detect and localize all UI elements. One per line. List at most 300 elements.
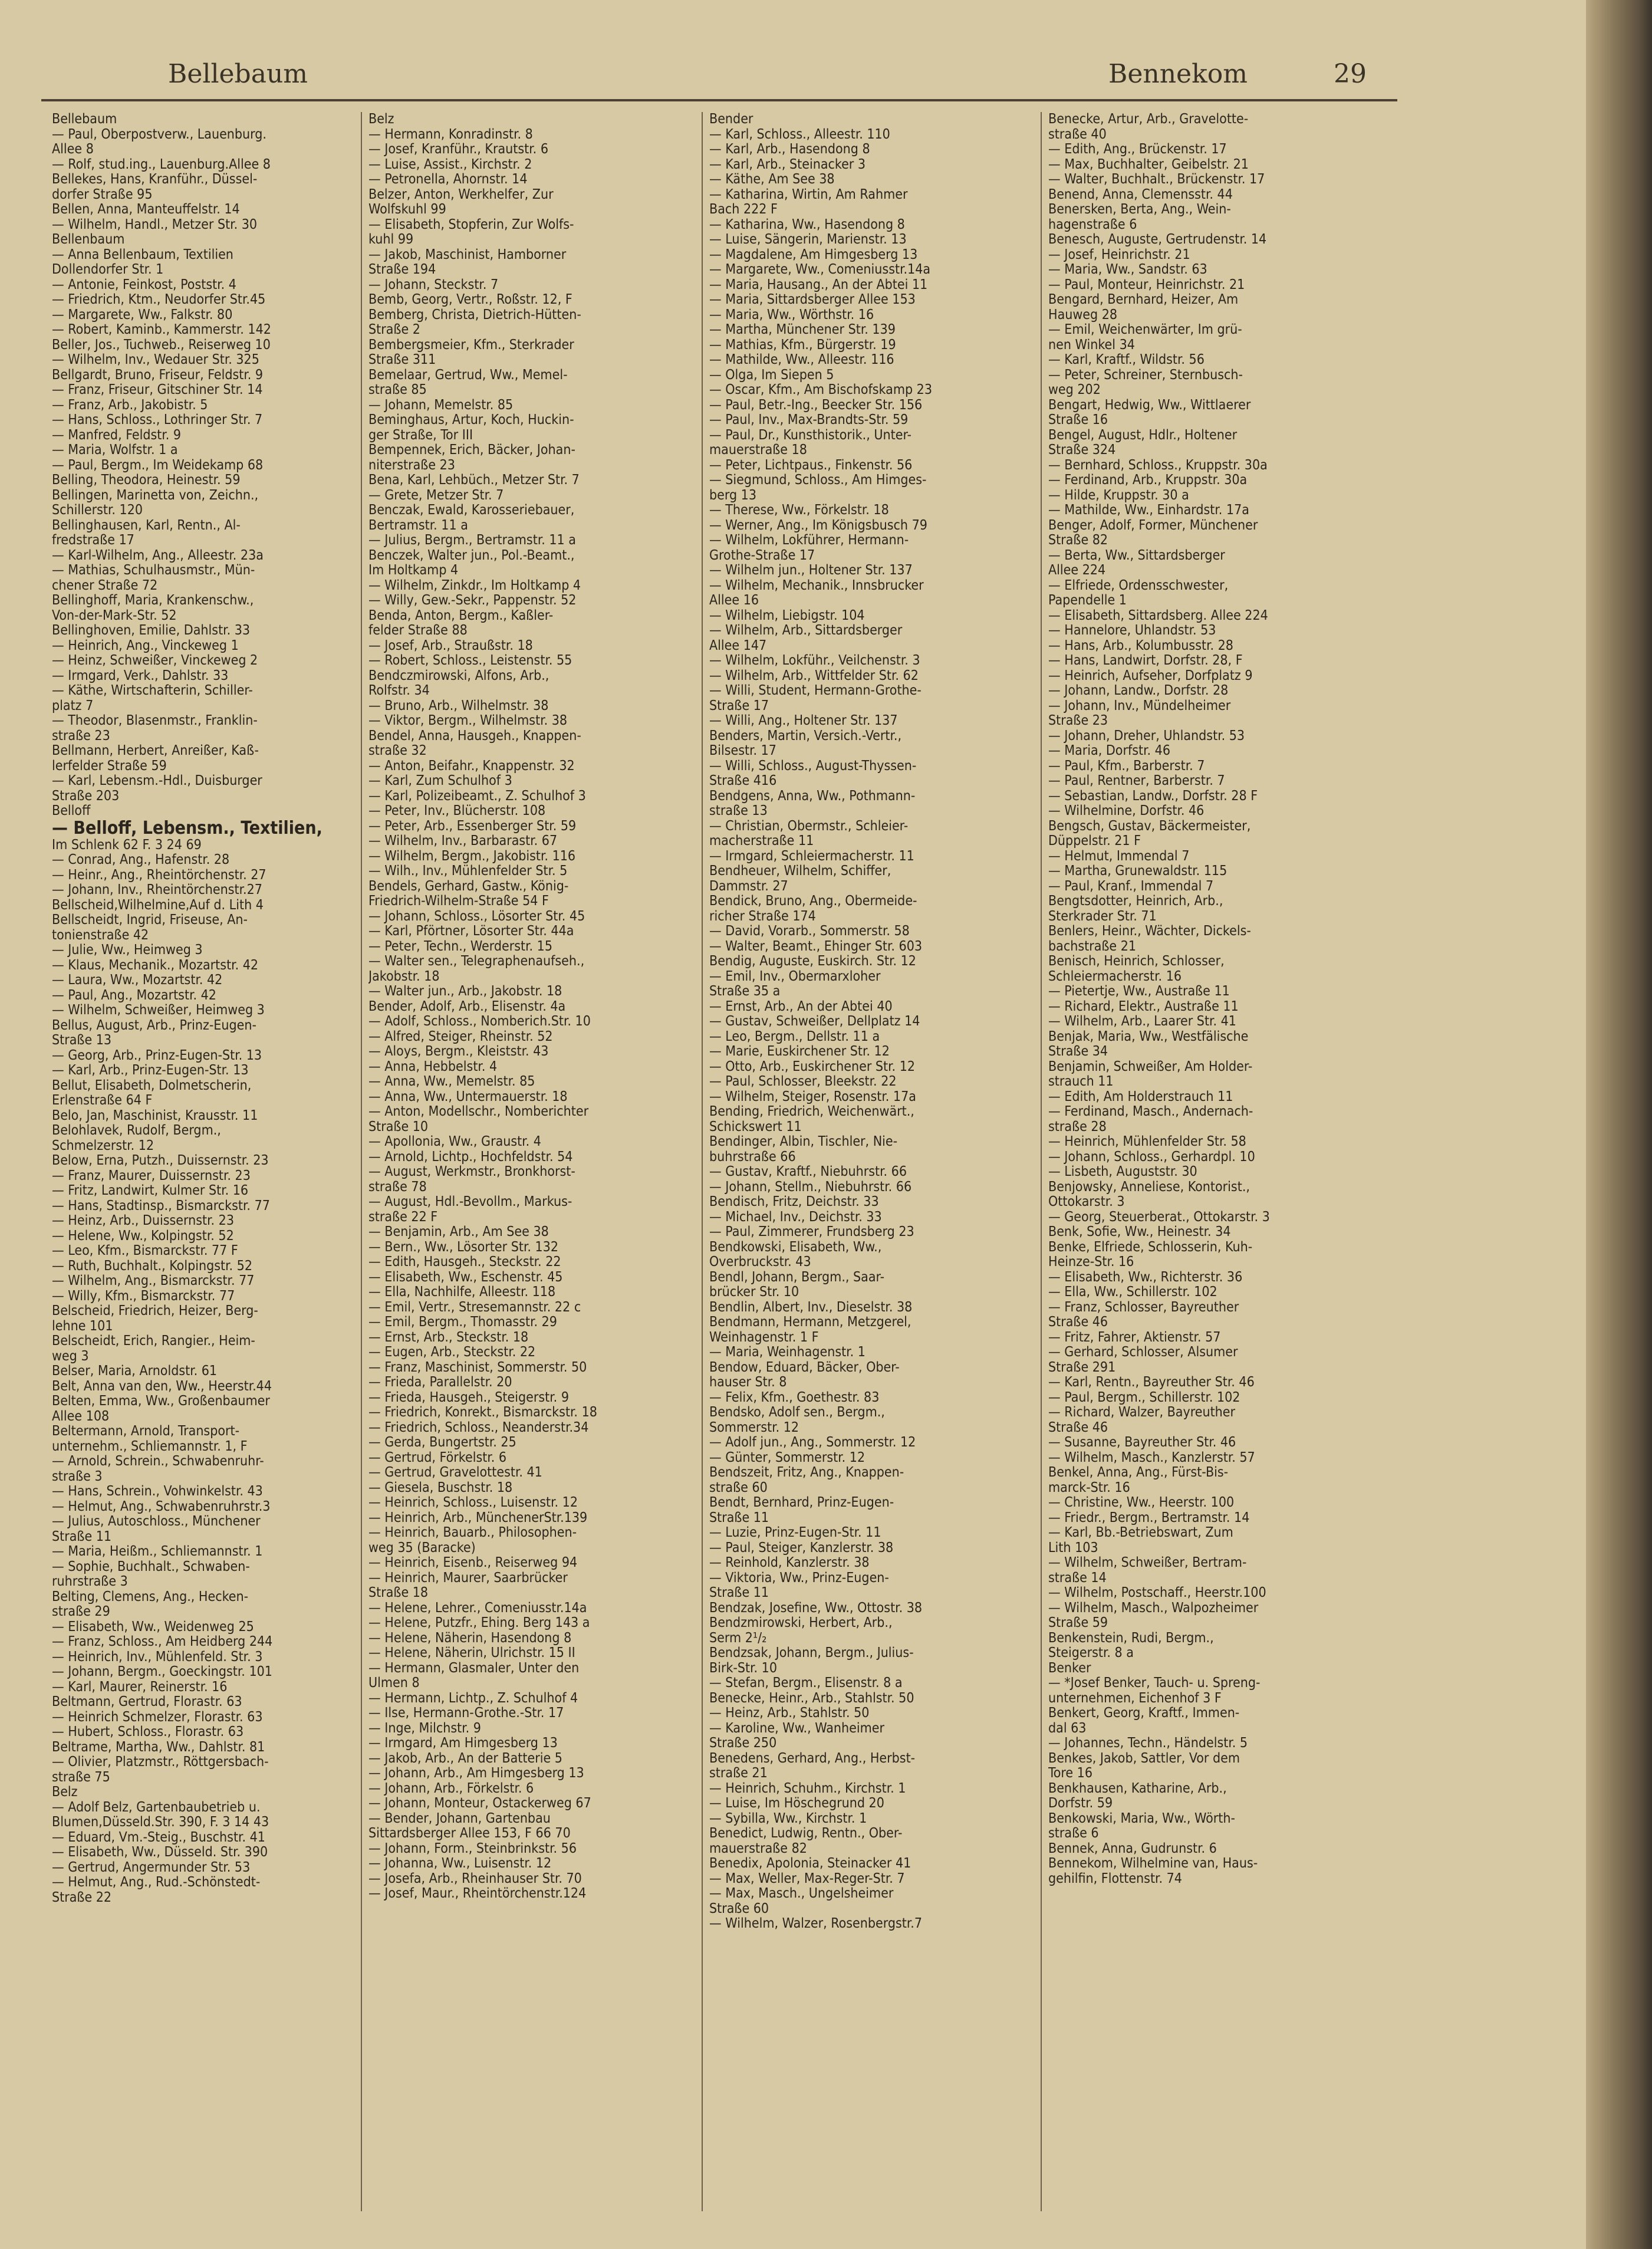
directory-line: — Walter, Buchhalt., Brückenstr. 17 xyxy=(1048,172,1265,187)
directory-line: Benker xyxy=(1048,1661,1091,1676)
directory-line: Straße 2 xyxy=(368,323,420,337)
directory-line: Bellinghausen, Karl, Rentn., Al- xyxy=(52,518,241,533)
directory-line: — Gertrud, Gravelottestr. 41 xyxy=(368,1465,542,1480)
directory-line: Benkenstein, Rudi, Bergm., xyxy=(1048,1630,1214,1646)
directory-line: — Fritz, Fahrer, Aktienstr. 57 xyxy=(1048,1330,1221,1345)
directory-line: — Gustav, Kraftf., Niebuhrstr. 66 xyxy=(709,1165,907,1179)
directory-line: — Edith, Ang., Brückenstr. 17 xyxy=(1048,142,1227,157)
column-1 xyxy=(52,112,379,2211)
directory-line: — Helene, Ww., Kolpingstr. 52 xyxy=(52,1228,234,1244)
column-3 xyxy=(709,112,1036,2211)
directory-line: — Elisabeth, Sittardsberg. Allee 224 xyxy=(1048,608,1268,623)
directory-line: — Julius, Bergm., Bertramstr. 11 a xyxy=(368,533,576,548)
directory-line: — Paul, Ang., Mozartstr. 42 xyxy=(52,988,216,1003)
directory-line: Bendt, Bernhard, Prinz-Eugen- xyxy=(709,1495,894,1510)
directory-line: Bendisch, Fritz, Deichstr. 33 xyxy=(709,1195,879,1209)
directory-line: — Karl-Wilhelm, Ang., Alleestr. 23a xyxy=(52,548,264,563)
directory-line: — Luzie, Prinz-Eugen-Str. 11 xyxy=(709,1525,881,1540)
directory-line: mauerstraße 82 xyxy=(709,1841,807,1856)
directory-line: — Wilhelm, Zinkdr., Im Holtkamp 4 xyxy=(368,578,581,593)
directory-line: — Maria, Sittardsberger Allee 153 xyxy=(709,292,916,307)
directory-line: — Karl, Arb., Hasendong 8 xyxy=(709,142,870,157)
directory-line: Bena, Karl, Lehbüch., Metzer Str. 7 xyxy=(368,473,580,488)
directory-line: Benkel, Anna, Ang., Fürst-Bis- xyxy=(1048,1465,1229,1480)
directory-line: — Lisbeth, Auguststr. 30 xyxy=(1048,1165,1197,1179)
directory-line: Allee 108 xyxy=(52,1409,110,1424)
directory-line: — Jakob, Maschinist, Hamborner xyxy=(368,247,567,262)
directory-line: Bellmann, Herbert, Anreißer, Kaß- xyxy=(52,744,259,758)
directory-line: — Emil, Inv., Obermarxloher xyxy=(709,969,881,984)
directory-line: — Elisabeth, Ww., Richterstr. 36 xyxy=(1048,1270,1243,1285)
directory-line: — Ruth, Buchhalt., Kolpingstr. 52 xyxy=(52,1258,252,1274)
directory-line: — Anna, Hebbelstr. 4 xyxy=(368,1059,498,1074)
directory-line: — Heinrich, Aufseher, Dorfplatz 9 xyxy=(1048,668,1253,683)
directory-line: — Mathias, Schulhausmstr., Mün- xyxy=(52,563,255,578)
directory-line: Straße 34 xyxy=(1048,1044,1108,1059)
directory-line: — Wilhelm, Steiger, Rosenstr. 17a xyxy=(709,1089,916,1104)
directory-line: — Arnold, Schrein., Schwabenruhr- xyxy=(52,1454,264,1469)
directory-line: Belz xyxy=(52,1785,78,1800)
directory-line: — August, Hdl.-Bevollm., Markus- xyxy=(368,1195,572,1209)
directory-line: — Ella, Ww., Schillerstr. 102 xyxy=(1048,1285,1217,1300)
directory-line: — Wilhelm, Lokführ., Veilchenstr. 3 xyxy=(709,653,920,668)
directory-line: — Friedrich, Ktm., Neudorfer Str.45 xyxy=(52,292,266,307)
directory-line: unternehmen, Eichenhof 3 F xyxy=(1048,1691,1222,1706)
directory-line: — Maria, Weinhagenstr. 1 xyxy=(709,1345,866,1360)
directory-line: — Karl, Kraftf., Wildstr. 56 xyxy=(1048,353,1205,367)
directory-line: Erlenstraße 64 F xyxy=(52,1093,153,1108)
directory-line: — Eduard, Vm.-Steig., Buschstr. 41 xyxy=(52,1830,265,1845)
directory-line: — Arnold, Lichtp., Hochfeldstr. 54 xyxy=(368,1149,573,1165)
directory-line: Beller, Jos., Tuchweb., Reiserweg 10 xyxy=(52,337,271,353)
directory-line: — Johann, Steckstr. 7 xyxy=(368,277,499,292)
directory-line: Bengsch, Gustav, Bäckermeister, xyxy=(1048,818,1251,834)
directory-line: — Manfred, Feldstr. 9 xyxy=(52,428,182,443)
directory-line: Straße 23 xyxy=(1048,714,1108,728)
directory-line: Bennek, Anna, Gudrunstr. 6 xyxy=(1048,1841,1217,1856)
directory-line: — Paul, Bergm., Schillerstr. 102 xyxy=(1048,1390,1240,1405)
directory-line: Sommerstr. 12 xyxy=(709,1420,799,1435)
directory-line: Benedens, Gerhard, Ang., Herbst- xyxy=(709,1751,916,1766)
directory-line: — Susanne, Bayreuther Str. 46 xyxy=(1048,1435,1236,1450)
directory-line: Schleiermacherstr. 16 xyxy=(1048,969,1182,984)
directory-line: marck-Str. 16 xyxy=(1048,1480,1130,1495)
directory-line: straße 6 xyxy=(1048,1826,1099,1841)
directory-line: — Inge, Milchstr. 9 xyxy=(368,1721,481,1736)
directory-line: — Bern., Ww., Lösorter Str. 132 xyxy=(368,1239,558,1255)
directory-line: weg 3 xyxy=(52,1349,89,1364)
directory-line: Bendig, Auguste, Euskirch. Str. 12 xyxy=(709,954,916,969)
directory-line: Bendzmirowski, Herbert, Arb., xyxy=(709,1616,893,1630)
directory-line: Blumen,Düsseld.Str. 390, F. 3 14 43 xyxy=(52,1815,269,1830)
directory-line: — Franz, Maurer, Duissernstr. 23 xyxy=(52,1168,251,1183)
directory-line: — Hans, Schrein., Vohwinkelstr. 43 xyxy=(52,1484,263,1499)
directory-line: — Margarete, Ww., Falkstr. 80 xyxy=(52,307,233,323)
directory-line: Below, Erna, Putzh., Duissernstr. 23 xyxy=(52,1153,269,1168)
directory-line: — Hans, Arb., Kolumbusstr. 28 xyxy=(1048,638,1233,653)
directory-line: Bellscheid,Wilhelmine,Auf d. Lith 4 xyxy=(52,897,264,913)
directory-line: Straße 82 xyxy=(1048,533,1108,548)
directory-line: — Franz, Schlosser, Bayreuther xyxy=(1048,1300,1239,1315)
directory-line: brücker Str. 10 xyxy=(709,1285,799,1300)
directory-line: — Peter, Lichtpaus., Finkenstr. 56 xyxy=(709,458,913,473)
directory-line: — Max, Masch., Ungelsheimer xyxy=(709,1886,894,1901)
directory-line: — Walter, Beamt., Ehinger Str. 603 xyxy=(709,939,923,954)
directory-line: — Wilhelm, Bergm., Jakobistr. 116 xyxy=(368,849,576,864)
directory-line: — Johann, Form., Steinbrinkstr. 56 xyxy=(368,1841,577,1856)
directory-line: — Giesela, Buschstr. 18 xyxy=(368,1480,513,1495)
directory-line: — Heinr., Ang., Rheintörchenstr. 27 xyxy=(52,867,266,883)
directory-line: Bender xyxy=(709,112,753,127)
column-divider xyxy=(1041,112,1042,2211)
directory-line: Benkert, Georg, Kraftf., Immen- xyxy=(1048,1706,1240,1721)
directory-line: Belloff xyxy=(52,804,91,818)
directory-line: Ulmen 8 xyxy=(368,1676,420,1691)
directory-line: unternehm., Schliemannstr. 1, F xyxy=(52,1439,248,1454)
directory-line: Bending, Friedrich, Weichenwärt., xyxy=(709,1104,914,1119)
directory-line: Belscheidt, Erich, Rangier., Heim- xyxy=(52,1334,255,1349)
directory-line: — Johann, Arb., Förkelstr. 6 xyxy=(368,1781,534,1796)
directory-line: — Willy, Gew.-Sekr., Pappenstr. 52 xyxy=(368,593,577,608)
directory-line: — Josef, Kranführ., Krautstr. 6 xyxy=(368,142,548,157)
directory-line: Belten, Emma, Ww., Großenbaumer xyxy=(52,1394,270,1409)
directory-line: Im Schlenk 62 F. 3 24 69 xyxy=(52,837,202,853)
directory-line: Schillerstr. 120 xyxy=(52,503,143,518)
directory-line: — Theodor, Blasenmstr., Franklin- xyxy=(52,714,258,728)
directory-line: Overbruckstr. 43 xyxy=(709,1255,811,1270)
directory-line: — Martha, Grunewaldstr. 115 xyxy=(1048,864,1228,879)
directory-line: — Johann, Memelstr. 85 xyxy=(368,397,514,413)
directory-line: Bellinghoven, Emilie, Dahlstr. 33 xyxy=(52,623,251,638)
directory-line: — Jakob, Arb., An der Batterie 5 xyxy=(368,1751,562,1766)
directory-line: — Hans, Landwirt, Dorfstr. 28, F xyxy=(1048,653,1243,668)
directory-line: — Stefan, Bergm., Elisenstr. 8 a xyxy=(709,1676,903,1691)
directory-line: Benda, Anton, Bergm., Kaßler- xyxy=(368,608,554,623)
directory-line: — Maria, Ww., Wörthstr. 16 xyxy=(709,307,874,323)
directory-line: Bendlin, Albert, Inv., Dieselstr. 38 xyxy=(709,1300,913,1315)
directory-line: — Maria, Dorfstr. 46 xyxy=(1048,744,1170,758)
directory-line: — Werner, Ang., Im Königsbusch 79 xyxy=(709,518,927,533)
directory-line: — Wilhelm, Arb., Sittardsberger xyxy=(709,623,903,638)
directory-line: — Petronella, Ahornstr. 14 xyxy=(368,172,528,187)
directory-line: Bemelaar, Gertrud, Ww., Memel- xyxy=(368,367,568,383)
directory-line: — Walter jun., Arb., Jakobstr. 18 xyxy=(368,984,562,999)
directory-line: Bendick, Bruno, Ang., Obermeide- xyxy=(709,894,917,909)
directory-line: Straße 17 xyxy=(709,698,769,714)
directory-line: Straße 18 xyxy=(368,1586,429,1600)
directory-line: — Peter, Schreiner, Sternbusch- xyxy=(1048,367,1243,383)
directory-line: — Irmgard, Schleiermacherstr. 11 xyxy=(709,849,914,864)
directory-line: Bendheuer, Wilhelm, Schiffer, xyxy=(709,864,891,879)
directory-line: — Franz, Schloss., Am Heidberg 244 xyxy=(52,1635,273,1649)
directory-line: — Anna Bellenbaum, Textilien xyxy=(52,247,233,262)
directory-line: — Käthe, Am See 38 xyxy=(709,172,835,187)
directory-line: Bellekes, Hans, Kranführ., Düssel- xyxy=(52,172,258,187)
directory-line: — Emil, Weichenwärter, Im grü- xyxy=(1048,323,1242,337)
directory-line: Straße 35 a xyxy=(709,984,781,999)
directory-line: — Gertrud, Angermunder Str. 53 xyxy=(52,1860,251,1875)
directory-line: Bengtsdotter, Heinrich, Arb., xyxy=(1048,894,1223,909)
directory-line: — Robert, Schloss., Leistenstr. 55 xyxy=(368,653,572,668)
page-edge xyxy=(1586,0,1652,2249)
directory-line: — Wilhelm, Liebigstr. 104 xyxy=(709,608,865,623)
directory-line: Steigerstr. 8 a xyxy=(1048,1646,1134,1661)
directory-line: — Karl, Zum Schulhof 3 xyxy=(368,774,512,788)
directory-line: — Anton, Modellschr., Nomberichter xyxy=(368,1104,589,1119)
directory-line: — Wilhelm, Inv., Wedauer Str. 325 xyxy=(52,353,259,367)
directory-line: Belo, Jan, Maschinist, Krausstr. 11 xyxy=(52,1108,258,1123)
directory-line: Tore 16 xyxy=(1048,1766,1093,1781)
directory-line: — Paul, Dr., Kunsthistorik., Unter- xyxy=(709,428,911,443)
directory-line: — Helmut, Ang., Rud.-Schönstedt- xyxy=(52,1875,261,1890)
directory-line: — Heinrich, Schuhm., Kirchstr. 1 xyxy=(709,1781,906,1796)
directory-line: Benesch, Auguste, Gertrudenstr. 14 xyxy=(1048,232,1267,247)
directory-line: — Elisabeth, Ww., Eschenstr. 45 xyxy=(368,1270,563,1285)
directory-line: — Johann, Dreher, Uhlandstr. 53 xyxy=(1048,728,1245,744)
directory-line: — Adolf Belz, Gartenbaubetrieb u. xyxy=(52,1800,261,1815)
directory-line: Weinhagenstr. 1 F xyxy=(709,1330,819,1345)
directory-line: straße 13 xyxy=(709,804,768,818)
directory-line: — Gerda, Bungertstr. 25 xyxy=(368,1435,516,1450)
directory-line: — Heinz, Schweißer, Vinckeweg 2 xyxy=(52,653,258,668)
directory-line: — Karl, Bb.-Betriebswart, Zum xyxy=(1048,1525,1233,1540)
directory-line: Benecke, Artur, Arb., Gravelotte- xyxy=(1048,112,1249,127)
directory-line: Bilsestr. 17 xyxy=(709,744,776,758)
directory-line: — Paul, Steiger, Kanzlerstr. 38 xyxy=(709,1540,894,1556)
directory-line: Benend, Anna, Clemensstr. 44 xyxy=(1048,187,1233,202)
directory-line: — Benjamin, Arb., Am See 38 xyxy=(368,1225,549,1239)
directory-line: — Hermann, Konradinstr. 8 xyxy=(368,127,533,142)
directory-line: strauch 11 xyxy=(1048,1074,1114,1089)
directory-line: Bellscheidt, Ingrid, Friseuse, An- xyxy=(52,913,248,928)
directory-line: — Alfred, Steiger, Rheinstr. 52 xyxy=(368,1029,553,1044)
directory-line: weg 202 xyxy=(1048,383,1101,397)
page-number: 29 xyxy=(1334,59,1367,89)
directory-line: — Johann, Monteur, Ostackerweg 67 xyxy=(368,1796,591,1811)
directory-line: — Georg, Arb., Prinz-Eugen-Str. 13 xyxy=(52,1048,262,1063)
directory-line: hauser Str. 8 xyxy=(709,1375,787,1390)
directory-line: — Julie, Ww., Heimweg 3 xyxy=(52,943,203,958)
directory-line: Allee 224 xyxy=(1048,563,1106,578)
directory-line: Dorfstr. 59 xyxy=(1048,1796,1113,1811)
directory-line: — Adolf jun., Ang., Sommerstr. 12 xyxy=(709,1435,916,1450)
directory-line: — Günter, Sommerstr. 12 xyxy=(709,1450,866,1465)
directory-line: — Frieda, Hausgeh., Steigerstr. 9 xyxy=(368,1390,569,1405)
directory-line: Straße 22 xyxy=(52,1890,112,1905)
directory-line: — Elisabeth, Stopferin, Zur Wolfs- xyxy=(368,217,574,232)
directory-line: Straße 203 xyxy=(52,788,120,804)
directory-line: Bender, Adolf, Arb., Elisenstr. 4a xyxy=(368,999,566,1014)
directory-line: Allee 16 xyxy=(709,593,759,608)
directory-line: — Mathias, Kfm., Bürgerstr. 19 xyxy=(709,337,896,353)
directory-line: — Helmut, Immendal 7 xyxy=(1048,849,1190,864)
directory-line: — Sophie, Buchhalt., Schwaben- xyxy=(52,1559,250,1574)
directory-line: — Paul, Inv., Max-Brandts-Str. 59 xyxy=(709,413,909,428)
directory-line: — Rolf, stud.ing., Lauenburg.Allee 8 xyxy=(52,157,271,172)
directory-line: — Luise, Assist., Kirchstr. 2 xyxy=(368,157,532,172)
directory-line: — Heinrich, Ang., Vinckeweg 1 xyxy=(52,638,239,653)
directory-line: — Robert, Kaminb., Kammerstr. 142 xyxy=(52,323,271,337)
directory-line: — Oscar, Kfm., Am Bischofskamp 23 xyxy=(709,383,933,397)
directory-line: — Michael, Inv., Deichstr. 33 xyxy=(709,1209,882,1225)
directory-line: — Richard, Elektr., Austraße 11 xyxy=(1048,999,1239,1014)
directory-line: Schickswert 11 xyxy=(709,1119,802,1135)
directory-line: — Willi, Schloss., August-Thyssen- xyxy=(709,758,917,774)
directory-line: — Laura, Ww., Mozartstr. 42 xyxy=(52,973,223,988)
directory-line: — Hans, Stadtinsp., Bismarckstr. 77 xyxy=(52,1198,270,1214)
directory-line: — Friedrich, Schloss., Neanderstr.34 xyxy=(368,1420,589,1435)
directory-line: hagenstraße 6 xyxy=(1048,217,1137,232)
directory-line: Beltrame, Martha, Ww., Dahlstr. 81 xyxy=(52,1740,265,1755)
column-2 xyxy=(368,112,696,2211)
directory-line: — Georg, Steuerberat., Ottokarstr. 3 xyxy=(1048,1209,1270,1225)
directory-line: — Siegmund, Schloss., Am Himges- xyxy=(709,473,927,488)
directory-line: Belt, Anna van den, Ww., Heerstr.44 xyxy=(52,1379,272,1394)
directory-line: — Katharina, Ww., Hasendong 8 xyxy=(709,217,905,232)
directory-line: — Edith, Hausgeh., Steckstr. 22 xyxy=(368,1255,561,1270)
directory-line: — Bernhard, Schloss., Kruppstr. 30a xyxy=(1048,458,1268,473)
directory-line: — Heinz, Arb., Duissernstr. 23 xyxy=(52,1214,234,1228)
directory-line: — Wilhelm, Masch., Walpozheimer xyxy=(1048,1600,1259,1616)
directory-line: — Karl, Maurer, Reinerstr. 16 xyxy=(52,1679,228,1695)
directory-line: Benjowsky, Anneliese, Kontorist., xyxy=(1048,1179,1250,1195)
directory-line: Bendel, Anna, Hausgeh., Knappen- xyxy=(368,728,581,744)
directory-line: — Gertrud, Förkelstr. 6 xyxy=(368,1450,507,1465)
directory-line: — Josef, Maur., Rheintörchenstr.124 xyxy=(368,1886,587,1901)
directory-line: — Max, Weller, Max-Reger-Str. 7 xyxy=(709,1871,905,1886)
column-4 xyxy=(1048,112,1375,2211)
directory-line: richer Straße 174 xyxy=(709,909,816,924)
running-head-left: Bellebaum xyxy=(168,59,308,89)
directory-line: Straße 250 xyxy=(709,1736,777,1751)
directory-line: — Paul, Kranf., Immendal 7 xyxy=(1048,879,1214,894)
header-rule xyxy=(41,99,1397,101)
running-head-right: Bennekom xyxy=(1108,59,1248,89)
directory-line: Bennekom, Wilhelmine van, Haus- xyxy=(1048,1856,1258,1871)
directory-line: Bendow, Eduard, Bäcker, Ober- xyxy=(709,1360,900,1375)
directory-line: — *Josef Benker, Tauch- u. Spreng- xyxy=(1048,1676,1261,1691)
directory-line: — Martha, Münchener Str. 139 xyxy=(709,323,896,337)
directory-line: Benkhausen, Katharine, Arb., xyxy=(1048,1781,1227,1796)
directory-line: — Wilh., Inv., Mühlenfelder Str. 5 xyxy=(368,864,568,879)
directory-line: — Bruno, Arb., Wilhelmstr. 38 xyxy=(368,698,549,714)
directory-line: — Paul, Betr.-Ing., Beecker Str. 156 xyxy=(709,397,923,413)
directory-line: Bengart, Hedwig, Ww., Wittlaerer xyxy=(1048,397,1251,413)
directory-line: Bendczmirowski, Alfons, Arb., xyxy=(368,668,549,683)
directory-line: — Apollonia, Ww., Graustr. 4 xyxy=(368,1135,541,1149)
directory-line: Belscheid, Friedrich, Heizer, Berg- xyxy=(52,1304,258,1319)
directory-line: — Willi, Ang., Holtener Str. 137 xyxy=(709,714,898,728)
directory-line: Straße 60 xyxy=(709,1901,769,1916)
directory-line: — Heinrich, Maurer, Saarbrücker xyxy=(368,1570,568,1586)
directory-line: Benkes, Jakob, Sattler, Vor dem xyxy=(1048,1751,1240,1766)
directory-line: Beminghaus, Artur, Koch, Huckin- xyxy=(368,413,574,428)
directory-line: — Maria, Hausang., An der Abtei 11 xyxy=(709,277,928,292)
directory-line: Bendkowski, Elisabeth, Ww., xyxy=(709,1239,882,1255)
directory-line: — Grete, Metzer Str. 7 xyxy=(368,488,504,503)
directory-line: Lith 103 xyxy=(1048,1540,1098,1556)
directory-line: niterstraße 23 xyxy=(368,458,455,473)
directory-line: Straße 16 xyxy=(1048,413,1108,428)
directory-line: — Leo, Kfm., Bismarckstr. 77 F xyxy=(52,1244,238,1258)
directory-line: — Frieda, Parallelstr. 20 xyxy=(368,1375,512,1390)
directory-line: — Hans, Schloss., Lothringer Str. 7 xyxy=(52,413,263,428)
directory-line: — Johann, Schloss., Gerhardpl. 10 xyxy=(1048,1149,1255,1165)
directory-line: — Josef, Arb., Straußstr. 18 xyxy=(368,638,533,653)
directory-line: — Wilhelmine, Dorfstr. 46 xyxy=(1048,804,1205,818)
directory-line: Benlers, Heinr., Wächter, Dickels- xyxy=(1048,924,1251,939)
directory-line: — Edith, Am Holderstrauch 11 xyxy=(1048,1089,1233,1104)
directory-line: gehilfin, Flottenstr. 74 xyxy=(1048,1871,1182,1886)
directory-line: — Ernst, Arb., Steckstr. 18 xyxy=(368,1330,529,1345)
directory-line: Beltmann, Gertrud, Florastr. 63 xyxy=(52,1695,242,1709)
directory-line: — Richard, Walzer, Bayreuther xyxy=(1048,1405,1236,1420)
directory-line: Bendels, Gerhard, Gastw., König- xyxy=(368,879,569,894)
directory-line: Bengard, Bernhard, Heizer, Am xyxy=(1048,292,1239,307)
directory-line: Belohlavek, Rudolf, Bergm., xyxy=(52,1123,221,1138)
directory-line: — Karoline, Ww., Wanheimer xyxy=(709,1721,885,1736)
directory-line: — Wilhelm, Lokführer, Hermann- xyxy=(709,533,909,548)
directory-line: Birk-Str. 10 xyxy=(709,1661,777,1676)
directory-line: dal 63 xyxy=(1048,1721,1087,1736)
directory-line: — Sebastian, Landw., Dorfstr. 28 F xyxy=(1048,788,1258,804)
directory-line: Dammstr. 27 xyxy=(709,879,788,894)
directory-line: straße 40 xyxy=(1048,127,1107,142)
directory-line: — Paul, Monteur, Heinrichstr. 21 xyxy=(1048,277,1245,292)
directory-line: Bembergsmeier, Kfm., Sterkrader xyxy=(368,337,574,353)
directory-line: — Margarete, Ww., Comeniusstr.14a xyxy=(709,262,931,277)
directory-line: Bellebaum xyxy=(52,112,117,127)
directory-line: Papendelle 1 xyxy=(1048,593,1127,608)
directory-line: straße 22 F xyxy=(368,1209,438,1225)
directory-line: — Paul, Schlosser, Bleekstr. 22 xyxy=(709,1074,897,1089)
directory-line: — Hermann, Glasmaler, Unter den xyxy=(368,1661,580,1676)
directory-line: — Wilhelm jun., Holtener Str. 137 xyxy=(709,563,913,578)
directory-line: Heinze-Str. 16 xyxy=(1048,1255,1134,1270)
directory-line: — Franz, Maschinist, Sommerstr. 50 xyxy=(368,1360,587,1375)
directory-line: — Hermann, Lichtp., Z. Schulhof 4 xyxy=(368,1691,578,1706)
directory-line: — Elisabeth, Ww., Düsseld. Str. 390 xyxy=(52,1845,268,1860)
directory-line: — Paul, Oberpostverw., Lauenburg. xyxy=(52,127,266,142)
directory-line: — Max, Buchhalter, Geibelstr. 21 xyxy=(1048,157,1249,172)
directory-line: — Hilde, Kruppstr. 30 a xyxy=(1048,488,1189,503)
directory-line: macherstraße 11 xyxy=(709,834,814,849)
directory-line: — Käthe, Wirtschafterin, Schiller- xyxy=(52,683,253,698)
directory-line: — Heinrich, Mühlenfelder Str. 58 xyxy=(1048,1135,1246,1149)
directory-line: Belzer, Anton, Werkhelfer, Zur xyxy=(368,187,554,202)
directory-line: straße 60 xyxy=(709,1480,768,1495)
directory-line: — Johanna, Ww., Luisenstr. 12 xyxy=(368,1856,552,1871)
directory-line: ger Straße, Tor III xyxy=(368,428,473,443)
directory-line: — Johann, Inv., Rheintörchenstr.27 xyxy=(52,883,262,897)
directory-line: Bendsko, Adolf sen., Bergm., xyxy=(709,1405,885,1420)
directory-line: Straße 46 xyxy=(1048,1420,1108,1435)
directory-line: — Julius, Autoschloss., Münchener xyxy=(52,1514,261,1529)
directory-line: Benders, Martin, Versich.-Vertr., xyxy=(709,728,902,744)
directory-line: — Heinrich, Bauarb., Philosophen- xyxy=(368,1525,577,1540)
directory-line: — Karl, Arb., Prinz-Eugen-Str. 13 xyxy=(52,1063,249,1078)
directory-line: — Wilhelm, Walzer, Rosenbergstr.7 xyxy=(709,1916,923,1931)
directory-line: dorfer Straße 95 xyxy=(52,187,153,202)
directory-line: Straße 291 xyxy=(1048,1360,1116,1375)
directory-line: Wolfskuhl 99 xyxy=(368,202,446,217)
directory-line: — Marie, Euskirchener Str. 12 xyxy=(709,1044,890,1059)
directory-line: — Walter sen., Telegraphenaufseh., xyxy=(368,954,585,969)
directory-line: — David, Vorarb., Sommerstr. 58 xyxy=(709,924,910,939)
directory-line: bachstraße 21 xyxy=(1048,939,1137,954)
directory-line: lerfelder Straße 59 xyxy=(52,758,167,774)
directory-line: Allee 8 xyxy=(52,142,94,157)
